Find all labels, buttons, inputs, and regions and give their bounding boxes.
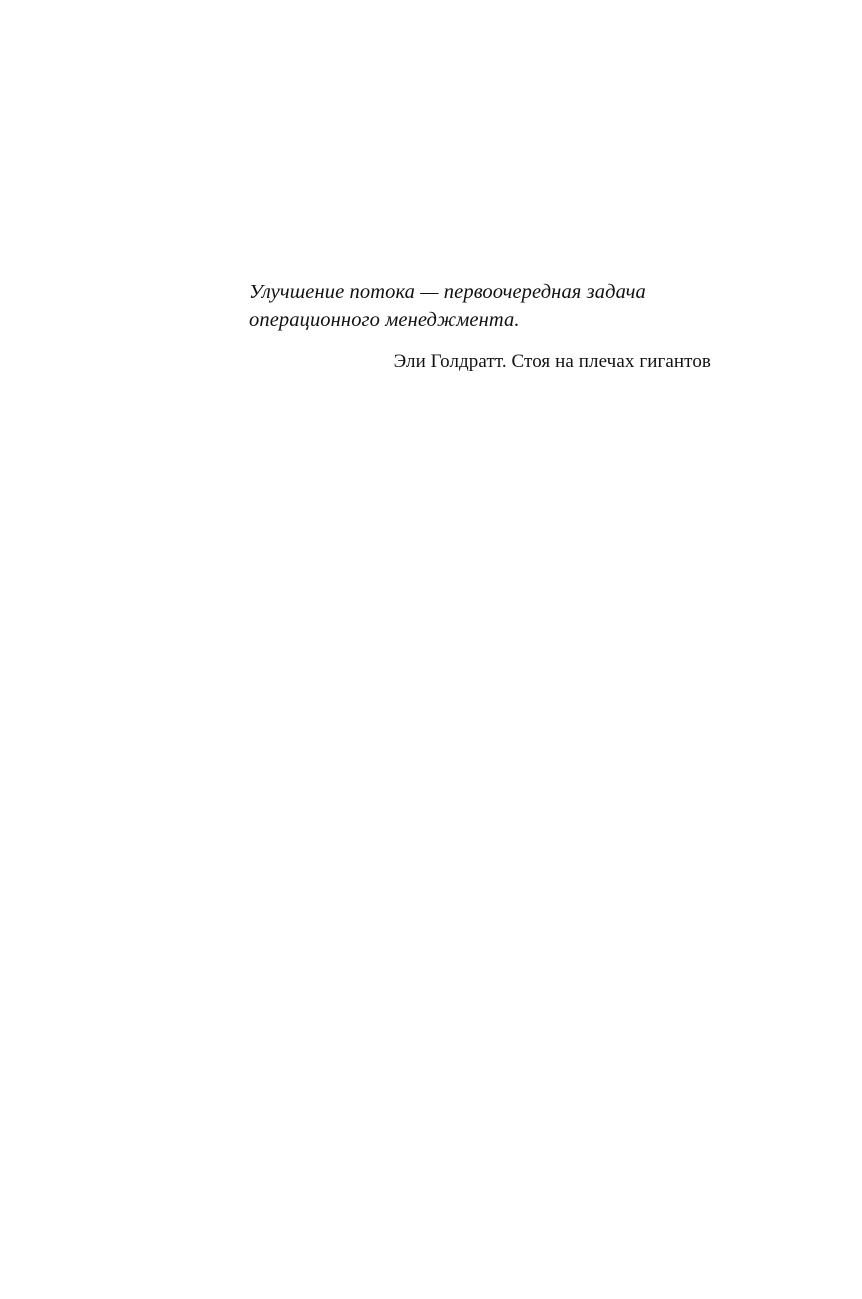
- epigraph-source-attribution: Эли Голдратт. Стоя на плечах гигантов: [393, 350, 711, 372]
- page-blank-area: [0, 400, 862, 1299]
- epigraph-block: [249, 278, 711, 374]
- epigraph-quote-text: Улучшение потока — первоочередная задача операционного менеджмента.: [249, 281, 646, 332]
